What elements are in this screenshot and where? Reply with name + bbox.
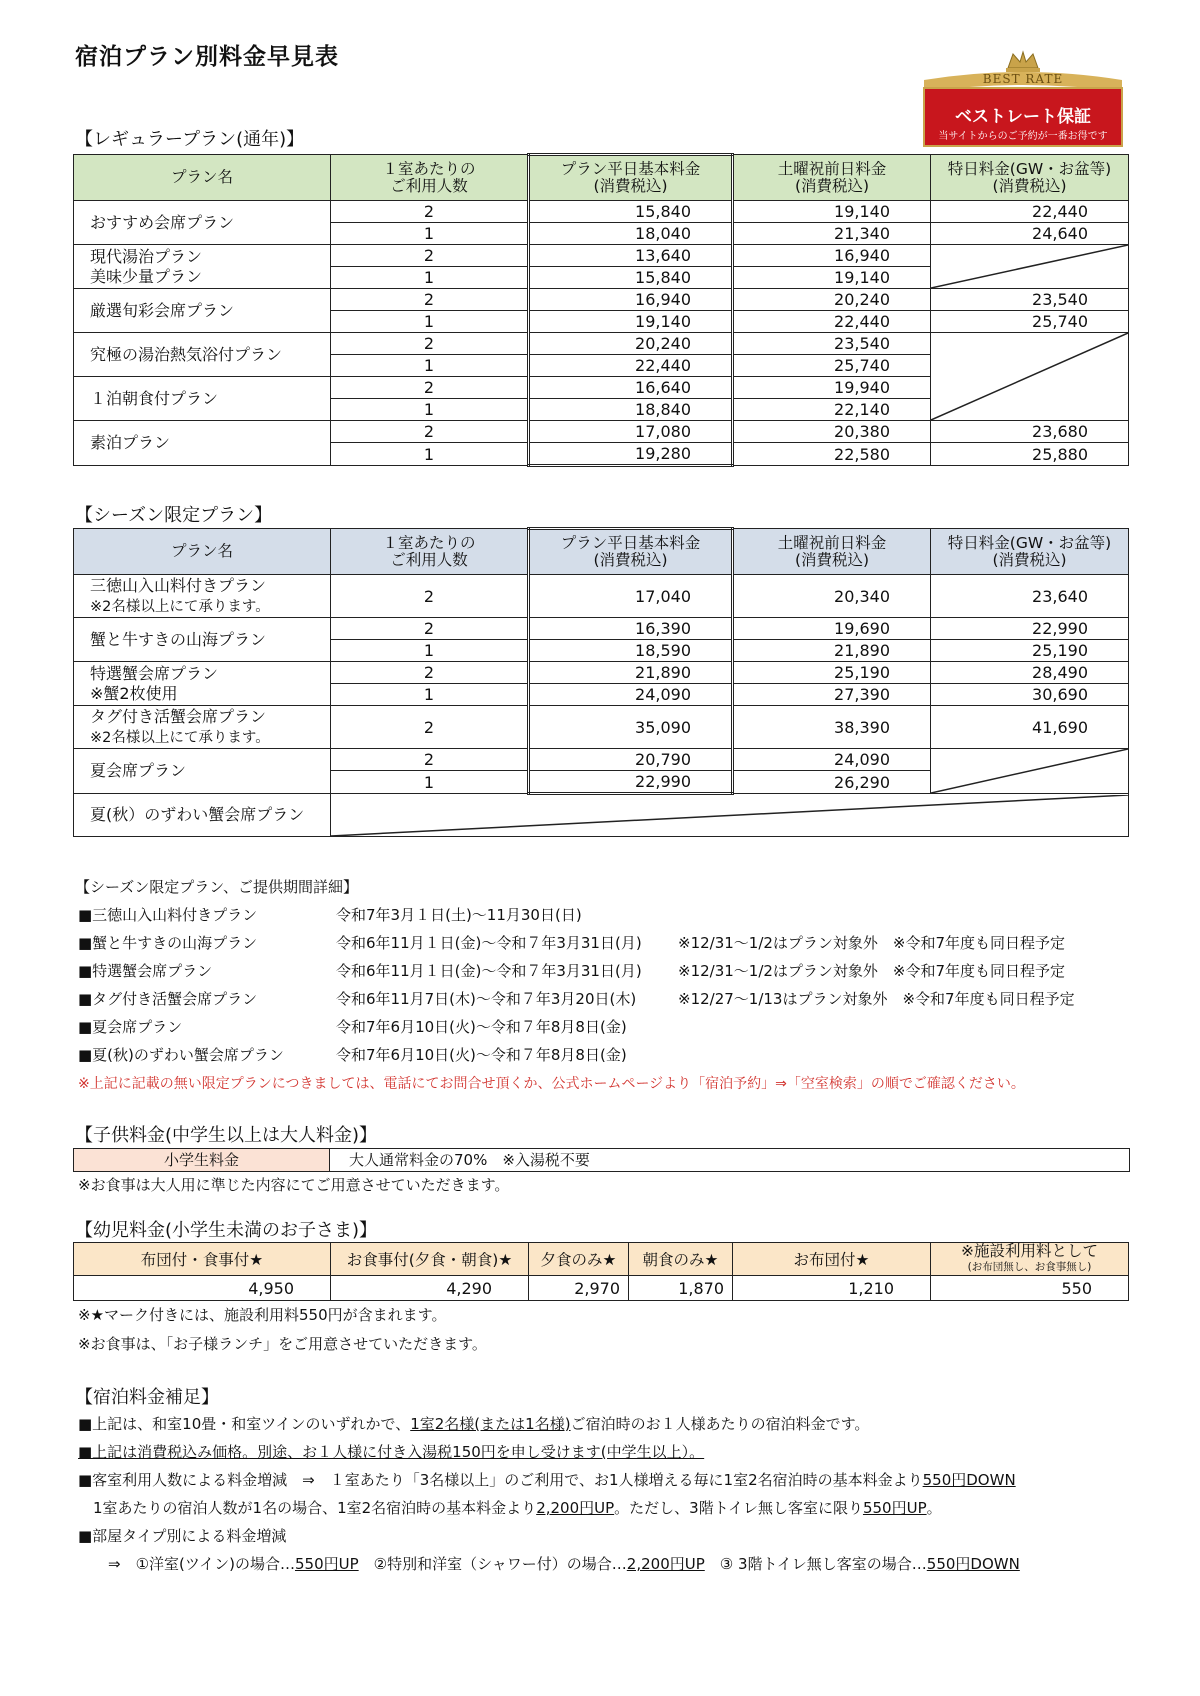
header-count: １室あたりの ご利用人数	[331, 529, 529, 575]
infant-fee-table	[73, 1242, 1129, 1301]
infant-header: 夕食のみ★	[529, 1243, 629, 1276]
table-row	[74, 201, 1129, 223]
regular-plan-table	[73, 153, 1129, 467]
plan-name-line1: 現代湯治プラン	[90, 246, 203, 266]
infant-note-1: ※★マーク付きには、施設利用料550円が含まれます。	[78, 1306, 447, 1324]
header-special: 特日料金(GW・お盆等) (消費税込)	[931, 155, 1129, 201]
special-price: 25,740	[931, 311, 1129, 333]
count-cell: 1	[331, 771, 529, 794]
plan-name: 特選蟹会席プラン ※蟹2枚使用	[74, 662, 331, 706]
saturday-price: 20,240	[733, 289, 931, 311]
weekday-price: 22,990	[529, 771, 733, 794]
saturday-price: 22,580	[733, 443, 931, 466]
count-cell: 1	[331, 443, 529, 466]
table-row	[74, 618, 1129, 640]
table-row	[74, 575, 1129, 618]
badge-top-text: BEST RATE	[982, 72, 1064, 86]
not-applicable-cell	[331, 794, 1129, 837]
weekday-price: 13,640	[529, 245, 733, 267]
child-fee-value: 大人通常料金の70% ※入湯税不要	[349, 1151, 590, 1169]
not-applicable-cell	[931, 245, 1129, 289]
weekday-price: 20,790	[529, 749, 733, 771]
plan-note: ※蟹2枚使用	[90, 683, 178, 703]
infant-value: 1,210	[733, 1276, 931, 1301]
weekday-price: 22,440	[529, 355, 733, 377]
count-cell: 1	[331, 640, 529, 662]
season-plan-table	[73, 527, 1129, 837]
page-title: 宿泊プラン別料金早見表	[75, 44, 339, 70]
count-cell: 2	[331, 377, 529, 399]
special-price: 23,680	[931, 421, 1129, 443]
count-cell: 2	[331, 201, 529, 223]
badge-main-text: ベストレート保証	[955, 107, 1091, 127]
count-cell: 1	[331, 355, 529, 377]
count-cell: 2	[331, 662, 529, 684]
plan-name: 厳選旬彩会席プラン	[74, 289, 331, 333]
supplement-section-title: 【宿泊料金補足】	[75, 1387, 219, 1408]
child-note: ※お食事は大人用に準じた内容にてご用意させていただきます。	[78, 1176, 510, 1194]
period-row: ■蟹と牛すきの山海プラン 令和6年11月１日(金)～令和７年3月31日(月) ※12/31～1/2はプラン対象外 ※令和7年度も同日程予定	[78, 934, 1066, 952]
plan-name: 蟹と牛すきの山海プラン	[74, 618, 331, 662]
special-price: 22,990	[931, 618, 1129, 640]
plan-note: ※2名様以上にて承ります。	[90, 729, 270, 746]
period-row: ■夏(秋)のずわい蟹会席プラン 令和7年6月10日(火)～令和７年8月8日(金)	[78, 1046, 627, 1064]
count-cell: 2	[331, 245, 529, 267]
plan-name: 三徳山入山料付きプラン ※2名様以上にて承ります。	[74, 575, 331, 618]
table-row	[74, 245, 1129, 267]
saturday-price: 19,140	[733, 267, 931, 289]
table-row	[74, 706, 1129, 749]
header-special: 特日料金(GW・お盆等) (消費税込)	[931, 529, 1129, 575]
infant-value: 4,290	[331, 1276, 529, 1301]
weekday-price: 17,040	[529, 575, 733, 618]
child-fee-label: 小学生料金	[74, 1149, 330, 1171]
supplement-line-4: 1室あたりの宿泊人数が1名の場合、1室2名宿泊時の基本料金より2,200円UP。ただし、3階トイレ無し客室に限り550円UP。	[78, 1499, 942, 1517]
infant-section-title: 【幼児料金(小学生未満のお子さま)】	[75, 1220, 378, 1241]
infant-header: お布団付★	[733, 1243, 931, 1276]
special-price: 30,690	[931, 684, 1129, 706]
period-row: ■三徳山入山料付きプラン 令和7年3月１日(土)～11月30日(日)	[78, 906, 582, 924]
table-row	[74, 749, 1129, 771]
infant-value: 550	[931, 1276, 1129, 1301]
count-cell: 2	[331, 575, 529, 618]
header-count-text: １室あたりの ご利用人数	[382, 159, 476, 195]
special-price: 23,640	[931, 575, 1129, 618]
plan-name: 夏(秋）のずわい蟹会席プラン	[74, 794, 331, 837]
count-cell: 2	[331, 421, 529, 443]
periods-title: 【シーズン限定プラン、ご提供期間詳細】	[75, 878, 359, 896]
special-price: 25,880	[931, 443, 1129, 466]
header-weekday: プラン平日基本料金 (消費税込)	[529, 155, 733, 201]
header-count	[331, 155, 529, 201]
infant-header: 布団付・食事付★	[74, 1243, 331, 1276]
weekday-price: 35,090	[529, 706, 733, 749]
plan-name: 素泊プラン	[74, 421, 331, 466]
saturday-price: 38,390	[733, 706, 931, 749]
period-row: ■特選蟹会席プラン 令和6年11月１日(金)～令和７年3月31日(月) ※12/31～1/2はプラン対象外 ※令和7年度も同日程予定	[78, 962, 1066, 980]
period-row: ■夏会席プラン 令和7年6月10日(火)～令和７年8月8日(金)	[78, 1018, 627, 1036]
infant-header: ※施設利用料として (お布団無し、お食事無し)	[931, 1243, 1129, 1276]
count-cell: 2	[331, 289, 529, 311]
weekday-price: 16,940	[529, 289, 733, 311]
supplement-line-5: ■部屋タイプ別による料金増減	[78, 1527, 287, 1545]
child-section-title: 【子供料金(中学生以上は大人料金)】	[75, 1125, 378, 1146]
infant-header: お食事付(夕食・朝食)★	[331, 1243, 529, 1276]
badge-sub-text: 当サイトからのご予約が一番お得です	[938, 131, 1108, 142]
count-cell: 2	[331, 333, 529, 355]
header-saturday: 土曜祝前日料金 (消費税込)	[733, 529, 931, 575]
plan-name-line2: 美味少量プラン	[90, 266, 203, 286]
supplement-line-2: ■上記は消費税込み価格。別途、お１人様に付き入湯税150円を申し受けます(中学生以上）。	[78, 1443, 705, 1461]
header-weekday: プラン平日基本料金 (消費税込)	[529, 529, 733, 575]
saturday-price: 24,090	[733, 749, 931, 771]
plan-note: ※2名様以上にて承ります。	[90, 598, 270, 615]
weekday-price: 21,890	[529, 662, 733, 684]
special-price: 41,690	[931, 706, 1129, 749]
saturday-price: 20,380	[733, 421, 931, 443]
weekday-price: 24,090	[529, 684, 733, 706]
plan-name: おすすめ会席プラン	[74, 201, 331, 245]
table-row	[74, 662, 1129, 684]
weekday-price: 16,390	[529, 618, 733, 640]
header-plan-name: プラン名	[74, 529, 331, 575]
count-cell: 1	[331, 684, 529, 706]
infant-value: 4,950	[74, 1276, 331, 1301]
table-row	[74, 333, 1129, 355]
header-plan-name: プラン名	[74, 155, 331, 201]
supplement-line-6: ⇒ ①洋室(ツイン)の場合…550円UP ②特別和洋室（シャワー付）の場合…2,200円UP ③ 3階トイレ無し客室の場合…550円DOWN	[78, 1555, 1020, 1573]
count-cell: 1	[331, 311, 529, 333]
weekday-price: 19,280	[529, 443, 733, 466]
weekday-price: 20,240	[529, 333, 733, 355]
saturday-price: 20,340	[733, 575, 931, 618]
table-row	[74, 289, 1129, 311]
weekday-price: 18,590	[529, 640, 733, 662]
count-cell: 2	[331, 706, 529, 749]
child-fee-box	[73, 1148, 1130, 1172]
plan-name: タグ付き活蟹会席プラン ※2名様以上にて承ります。	[74, 706, 331, 749]
weekday-price: 17,080	[529, 421, 733, 443]
weekday-price: 18,040	[529, 223, 733, 245]
special-price: 24,640	[931, 223, 1129, 245]
weekday-price: 16,640	[529, 377, 733, 399]
weekday-price: 15,840	[529, 267, 733, 289]
saturday-price: 19,940	[733, 377, 931, 399]
count-cell: 1	[331, 267, 529, 289]
regular-section-title: 【レギュラープラン(通年)】	[75, 129, 305, 150]
plan-name: 夏会席プラン	[74, 749, 331, 794]
supplement-line-1: ■上記は、和室10畳・和室ツインのいずれかで、1室2名様(または1名様)ご宿泊時のお１人様あたりの宿泊料金です。	[78, 1415, 870, 1433]
saturday-price: 21,340	[733, 223, 931, 245]
special-price: 23,540	[931, 289, 1129, 311]
infant-note-2: ※お食事は、「お子様ランチ」をご用意させていただきます。	[78, 1335, 487, 1353]
not-applicable-cell	[931, 333, 1129, 421]
saturday-price: 19,140	[733, 201, 931, 223]
period-row: ■タグ付き活蟹会席プラン 令和6年11月7日(木)～令和７年3月20日(木) ※12/27～1/13はプラン対象外 ※令和7年度も同日程予定	[78, 990, 1075, 1008]
periods-warning: ※上記に記載の無い限定プランにつきましては、電話にてお問合せ頂くか、公式ホームページより「宿泊予約」⇒「空室検索」の順でご確認ください。	[78, 1076, 1025, 1092]
count-cell: 1	[331, 223, 529, 245]
saturday-price: 21,890	[733, 640, 931, 662]
saturday-price: 25,190	[733, 662, 931, 684]
weekday-price: 19,140	[529, 311, 733, 333]
saturday-price: 22,140	[733, 399, 931, 421]
count-cell: 2	[331, 618, 529, 640]
best-rate-badge	[918, 50, 1128, 150]
season-section-title: 【シーズン限定プラン】	[75, 505, 273, 526]
infant-header: 朝食のみ★	[629, 1243, 733, 1276]
plan-name: １泊朝食付プラン	[74, 377, 331, 421]
table-row	[74, 421, 1129, 443]
saturday-price: 25,740	[733, 355, 931, 377]
not-applicable-cell	[931, 749, 1129, 794]
special-price: 25,190	[931, 640, 1129, 662]
special-price: 22,440	[931, 201, 1129, 223]
supplement-line-3: ■客室利用人数による料金増減 ⇒ １室あたり「3名様以上」のご利用で、お1人様増える毎に1室2名宿泊時の基本料金より550円DOWN	[78, 1471, 1016, 1489]
infant-value: 1,870	[629, 1276, 733, 1301]
weekday-price: 15,840	[529, 201, 733, 223]
saturday-price: 19,690	[733, 618, 931, 640]
special-price: 28,490	[931, 662, 1129, 684]
plan-name	[74, 245, 331, 289]
header-saturday: 土曜祝前日料金 (消費税込)	[733, 155, 931, 201]
saturday-price: 23,540	[733, 333, 931, 355]
weekday-price: 18,840	[529, 399, 733, 421]
count-cell: 1	[331, 399, 529, 421]
plan-name: 究極の湯治熱気浴付プラン	[74, 333, 331, 377]
saturday-price: 16,940	[733, 245, 931, 267]
saturday-price: 26,290	[733, 771, 931, 794]
infant-value: 2,970	[529, 1276, 629, 1301]
count-cell: 2	[331, 749, 529, 771]
table-row	[74, 794, 1129, 837]
saturday-price: 22,440	[733, 311, 931, 333]
saturday-price: 27,390	[733, 684, 931, 706]
